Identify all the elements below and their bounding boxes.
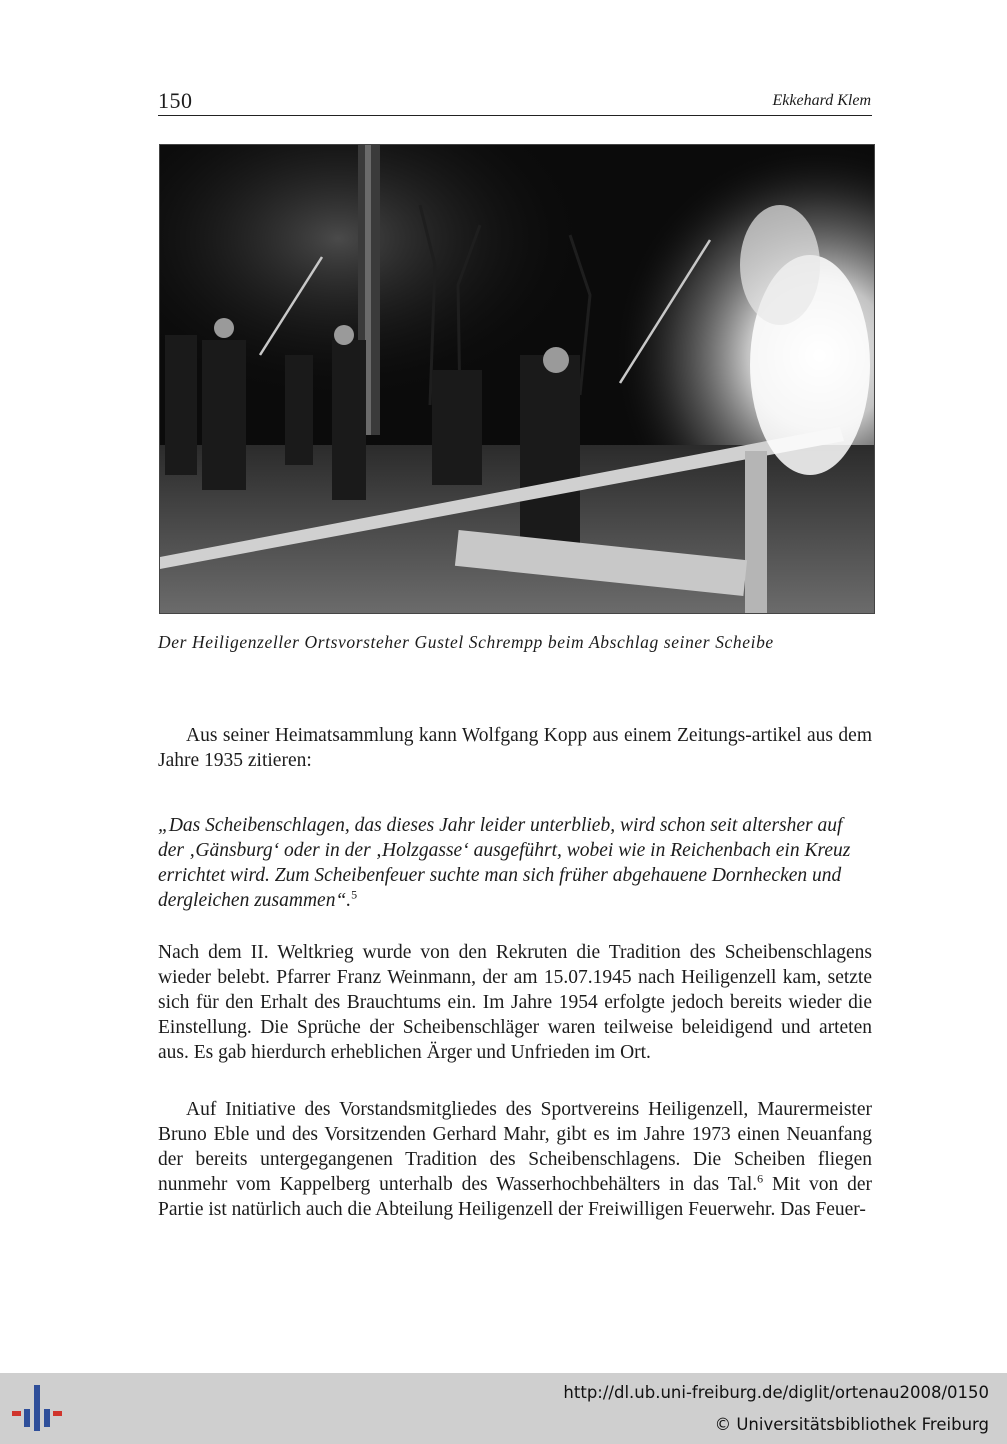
copyright-notice: © Universitätsbibliothek Freiburg — [714, 1415, 989, 1434]
ub-freiburg-logo-icon — [10, 1383, 66, 1433]
page-number: 150 — [158, 88, 193, 113]
paragraph-1973-text-a: Auf Initiative des Vorstandsmitgliedes des Sportvereins Heiligenzell, Maurermeister Bruno Eble und des Vorsitzenden Gerhard Mahr, gibt es im Jahre 1973 einen Neuanfang der bereits untergegangenen Tradition des Scheibenschlagens. Die Scheiben fliegen nunmehr vom Kappelberg unterhalb des Wasserhochbehälters in das Tal. — [158, 1099, 872, 1195]
paragraph-postwar: Nach dem II. Weltkrieg wurde von den Rekruten die Tradition des Scheibenschlagens wieder belebt. Pfarrer Franz Weinmann, der am 15.07.1945 nach Heiligenzell kam, setzte sich für den Erhalt des Brauchtums ein. Im Jahre 1954 erfolgte jedoch bereits wieder die Einstellung. Die Sprüche der Scheibenschläger waren teilweise beleidigend und arteten aus. Es gab hierdurch erheblichen Ärger und Unfrieden im Ort. — [158, 942, 872, 1063]
footer-bar — [0, 1373, 1007, 1444]
source-url-link[interactable]: http://dl.ub.uni-freiburg.de/diglit/ortenau2008/0150 — [563, 1383, 989, 1402]
paragraph-1973 — [158, 1097, 872, 1222]
quote-text: „Das Scheibenschlagen, das dieses Jahr leider unterblieb, wird schon seit altersher auf der ‚Gänsburg‘ oder in der ‚Holzgasse‘ ausgeführt, wobei wie in Reichenbach ein Kreuz errichtet wird. Zum Scheibenfeuer suchte man sich früher abgehauene Dornhecken und dergleichen zusammen“. — [158, 815, 851, 911]
footnote-ref-5: 5 — [351, 887, 358, 902]
paragraph-intro: Aus seiner Heimatsammlung kann Wolfgang Kopp aus einem Zeitungs-artikel aus dem Jahre 1935 zitieren: — [158, 725, 872, 771]
footnote-ref-6: 6 — [757, 1171, 764, 1186]
photo-scheibenschlagen — [159, 144, 875, 614]
photo-caption: Der Heiligenzeller Ortsvorsteher Gustel Schrempp beim Abschlag seiner Scheibe — [158, 632, 774, 652]
header-rule — [158, 115, 872, 116]
block-quote — [158, 813, 872, 913]
paragraph-1973-text-b: Mit von der Partie ist natürlich auch die Abteilung Heiligenzell der Freiwilligen Feuerwehr. Das Feuer- — [158, 1174, 872, 1220]
running-head-author: Ekkehard Klem — [772, 92, 871, 109]
